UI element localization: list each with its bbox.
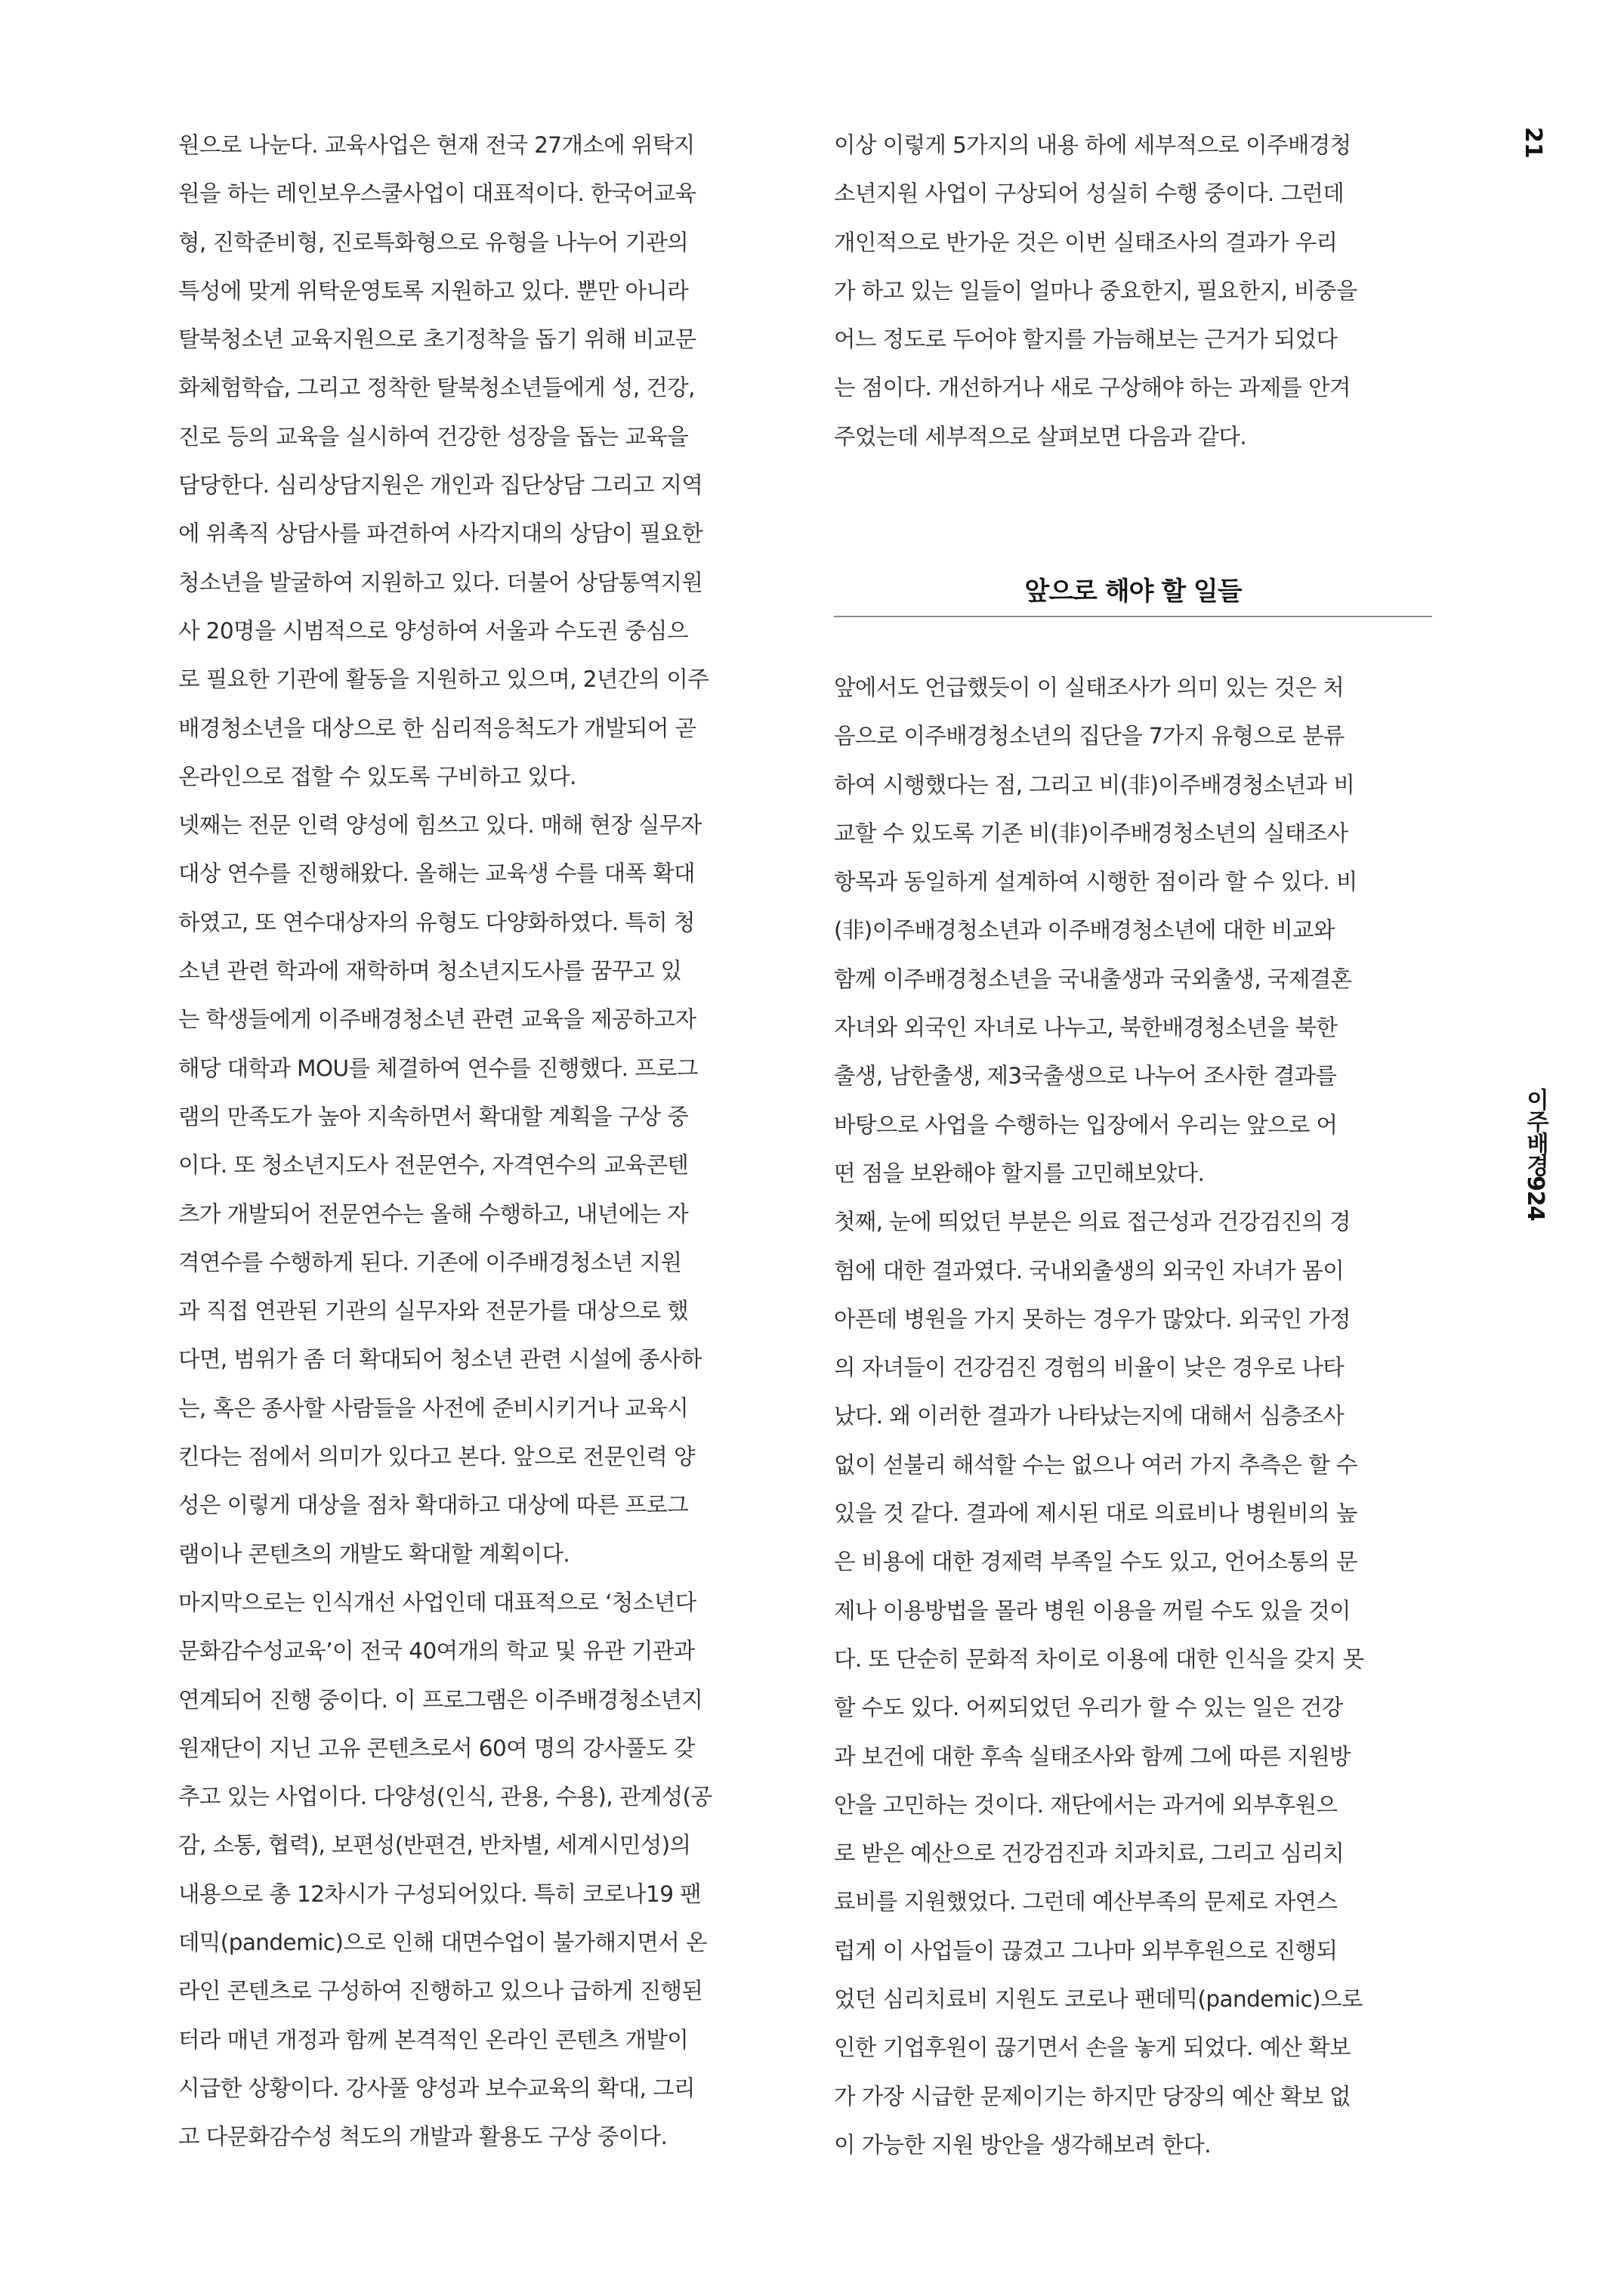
right-body-line: 험에 대한 결과였다. 국내외출생의 외국인 자녀가 몸이: [834, 1257, 1345, 1284]
left-line: 형, 진학준비형, 진로특화형으로 유형을 나누어 기관의: [178, 229, 689, 255]
left-line: 원으로 나눈다. 교육사업은 현재 전국 27개소에 위탁지: [178, 132, 695, 158]
section-heading: 앞으로 해야 할 일들: [1024, 576, 1242, 607]
left-line: 넷째는 전문 인력 양성에 힘쓰고 있다. 매해 현장 실무자: [178, 812, 702, 839]
left-line: 해당 대학과 MOU를 체결하여 연수를 진행했다. 프로그: [178, 1055, 698, 1081]
left-line: 마지막으로는 인식개선 사업인데 대표적으로 ‘청소년다: [178, 1589, 696, 1615]
left-line: 시급한 상황이다. 강사풀 양성과 보수교육의 확대, 그리: [178, 2075, 695, 2101]
left-line: 원을 하는 레인보우스쿨사업이 대표적이다. 한국어교육: [178, 181, 696, 207]
left-line: 는 학생들에게 이주배경청소년 관련 교육을 제공하고자: [178, 1006, 696, 1033]
left-line: 배경청소년을 대상으로 한 심리적응척도가 개발되어 곧: [178, 715, 696, 741]
left-line: 탈북청소년 교육지원으로 초기정착을 돕기 위해 비교문: [178, 326, 696, 353]
right-body-line: 함께 이주배경청소년을 국내출생과 국외출생, 국제결혼: [834, 966, 1352, 992]
left-line: 화체험학습, 그리고 정착한 탈북청소년들에게 성, 건강,: [178, 375, 695, 401]
right-body-line: 교할 수 있도록 기존 비(非)이주배경청소년의 실태조사: [834, 820, 1348, 846]
left-line: 특성에 맞게 위탁운영토록 지원하고 있다. 뿐만 아니라: [178, 277, 689, 304]
right-body-line: 자녀와 외국인 자녀로 나누고, 북한배경청소년을 북한: [834, 1015, 1338, 1041]
left-line: 에 위촉직 상담사를 파견하여 사각지대의 상담이 필요한: [178, 521, 703, 547]
left-line: 이다. 또 청소년지도사 전문연수, 자격연수의 교육콘텐: [178, 1152, 689, 1179]
right-body-line: 첫째, 눈에 띄었던 부분은 의료 접근성과 건강검진의 경: [834, 1209, 1351, 1235]
left-line: 연계되어 진행 중이다. 이 프로그램은 이주배경청소년지: [178, 1686, 703, 1713]
left-line: 격연수를 수행하게 된다. 기존에 이주배경청소년 지원: [178, 1249, 682, 1275]
right-body-line: 럽게 이 사업들이 끊겼고 그나마 외부후원으로 진행되: [834, 1937, 1338, 1964]
left-line: 는, 혹은 종사할 사람들을 사전에 준비시키거나 교육시: [178, 1395, 689, 1421]
left-line: 터라 매년 개정과 함께 본격적인 온라인 콘텐츠 개발이: [178, 2026, 689, 2053]
left-line: 담당한다. 심리상담지원은 개인과 집단상담 그리고 지역: [178, 472, 703, 499]
left-line: 라인 콘텐츠로 구성하여 진행하고 있으나 급하게 진행된: [178, 1978, 703, 2004]
left-line: 과 직접 연관된 기관의 실무자와 전문가를 대상으로 했: [178, 1298, 689, 1324]
right-body-line: 안을 고민하는 것이다. 재단에서는 과거에 외부후원으: [834, 1791, 1338, 1818]
right-intro-line: 가 하고 있는 일들이 얼마나 중요한지, 필요한지, 비중을: [834, 277, 1357, 304]
right-column-intro: [834, 121, 1438, 461]
right-body-line: 로 받은 예산으로 건강검진과 치과치료, 그리고 심리치: [834, 1840, 1345, 1867]
left-line: 성은 이렇게 대상을 점차 확대하고 대상에 따른 프로그: [178, 1492, 689, 1519]
left-column: [178, 121, 783, 2161]
right-body-line: 가 가장 시급한 문제이기는 하지만 당장의 예산 확보 없: [834, 2083, 1351, 2109]
left-line: 사 20명을 시범적으로 양성하여 서울과 수도권 중심으: [178, 617, 688, 644]
right-body-line: 할 수도 있다. 어찌되었던 우리가 할 수 있는 일은 건강: [834, 1695, 1343, 1721]
left-line: 문화감수성교육’이 전국 40여개의 학교 및 유관 기관과: [178, 1638, 695, 1664]
right-body-line: 제나 이용방법을 몰라 병원 이용을 꺼릴 수도 있을 것이: [834, 1597, 1351, 1624]
right-body-line: 이 가능한 지원 방안을 생각해보려 한다.: [834, 2131, 1212, 2158]
right-body-line: (非)이주배경청소년과 이주배경청소년에 대한 비교와: [834, 917, 1335, 944]
right-intro-line: 소년지원 사업이 구상되어 성실히 수행 중이다. 그런데: [834, 181, 1345, 207]
right-body-line: 인한 기업후원이 끊기면서 손을 놓게 되었다. 예산 확보: [834, 2035, 1351, 2061]
right-intro-line: 주었는데 세부적으로 살펴보면 다음과 같다.: [834, 423, 1247, 450]
left-line: 램이나 콘텐츠의 개발도 확대할 계획이다.: [178, 1541, 570, 1567]
right-body-line: 바탕으로 사업을 수행하는 입장에서 우리는 앞으로 어: [834, 1111, 1338, 1138]
left-line: 추고 있는 사업이다. 다양성(인식, 관용, 수용), 관계성(공: [178, 1784, 712, 1810]
left-line: 감, 소통, 협력), 보편성(반편견, 반차별, 세계시민성)의: [178, 1832, 691, 1859]
left-line: 원재단이 지닌 고유 콘텐츠로서 60여 명의 강사풀도 갖: [178, 1735, 695, 1761]
right-body-line: 있을 것 같다. 결과에 제시된 대로 의료비나 병원비의 높: [834, 1500, 1357, 1527]
right-body-line: 의 자녀들이 건강검진 경험의 비율이 낮은 경우로 나타: [834, 1355, 1345, 1381]
left-line: 다면, 범위가 좀 더 확대되어 청소년 관련 시설에 종사하: [178, 1346, 702, 1373]
right-intro-line: 이상 이렇게 5가지의 내용 하에 세부적으로 이주배경청: [834, 132, 1351, 158]
page-number: 21: [1520, 127, 1546, 159]
right-body-line: 다. 또 단순히 문화적 차이로 이용에 대한 인식을 갖지 못: [834, 1646, 1364, 1672]
left-line: 츠가 개발되어 전문연수는 올해 수행하고, 내년에는 자: [178, 1201, 689, 1227]
right-body-line: 났다. 왜 이러한 결과가 나타났는지에 대해서 심층조사: [834, 1403, 1345, 1429]
left-line: 데믹(pandemic)으로 인해 대면수업이 불가해지면서 온: [178, 1929, 707, 1955]
left-line: 고 다문화감수성 척도의 개발과 활용도 구상 중이다.: [178, 2124, 668, 2150]
right-body-line: 과 보건에 대한 후속 실태조사와 함께 그에 따른 지원방: [834, 1743, 1351, 1769]
right-body-line: 출생, 남한출생, 제3국출생으로 나누어 조사한 결과를: [834, 1063, 1337, 1089]
right-body-line: 없이 섣불리 해석할 수는 없으나 여러 가지 추측은 할 수: [834, 1451, 1357, 1478]
right-body-line: 항목과 동일하게 설계하여 시행한 점이라 할 수 있다. 비: [834, 869, 1357, 895]
left-line: 청소년을 발굴하여 지원하고 있다. 더불어 상담통역지원: [178, 569, 703, 595]
left-line: 소년 관련 학과에 재학하며 청소년지도사를 꿈꾸고 있: [178, 958, 682, 984]
right-column-body: [834, 663, 1438, 2169]
right-intro-line: 개인적으로 반가운 것은 이번 실태조사의 결과가 우리: [834, 229, 1338, 255]
left-line: 로 필요한 기관에 활동을 지원하고 있으며, 2년간의 이주: [178, 666, 709, 693]
right-body-line: 었던 심리치료비 지원도 코로나 팬데믹(pandemic)으로: [834, 1986, 1363, 2013]
left-line: 온라인으로 접할 수 있도록 구비하고 있다.: [178, 763, 576, 790]
section-divider: [834, 616, 1432, 617]
right-body-line: 앞에서도 언급했듯이 이 실태조사가 의미 있는 것은 처: [834, 675, 1345, 700]
right-body-line: 음으로 이주배경청소년의 집단을 7가지 유형으로 분류: [834, 723, 1345, 749]
right-body-line: 떤 점을 보완해야 할지를 고민해보았다.: [834, 1160, 1205, 1186]
left-line: 내용으로 총 12차시가 구성되어있다. 특히 코로나19 팬: [178, 1880, 702, 1907]
left-line: 진로 등의 교육을 실시하여 건강한 성장을 돕는 교육을: [178, 423, 689, 450]
right-body-line: 아픈데 병원을 가지 못하는 경우가 많았다. 외국인 가정: [834, 1306, 1351, 1332]
left-line: 램의 만족도가 높아 지속하면서 확대할 계획을 구상 중: [178, 1103, 689, 1130]
right-body-line: 하여 시행했다는 점, 그리고 비(非)이주배경청소년과 비: [834, 771, 1355, 798]
right-intro-line: 는 점이다. 개선하거나 새로 구상해야 하는 과제를 안겨: [834, 375, 1351, 401]
right-intro-line: 어느 정도로 두어야 할지를 가늠해보는 근거가 되었다: [834, 326, 1338, 353]
left-line: 대상 연수를 진행해왔다. 올해는 교육생 수를 대폭 확대: [178, 861, 695, 887]
left-line: 킨다는 점에서 의미가 있다고 본다. 앞으로 전문인력 양: [178, 1444, 695, 1470]
right-body-line: 은 비용에 대한 경제력 부족일 수도 있고, 언어소통의 문: [834, 1549, 1357, 1575]
running-title: 이주배경924: [1522, 1088, 1548, 1221]
left-line: 하였고, 또 연수대상자의 유형도 다양화하였다. 특히 청: [178, 909, 695, 935]
right-body-line: 료비를 지원했었다. 그런데 예산부족의 문제로 자연스: [834, 1889, 1338, 1915]
